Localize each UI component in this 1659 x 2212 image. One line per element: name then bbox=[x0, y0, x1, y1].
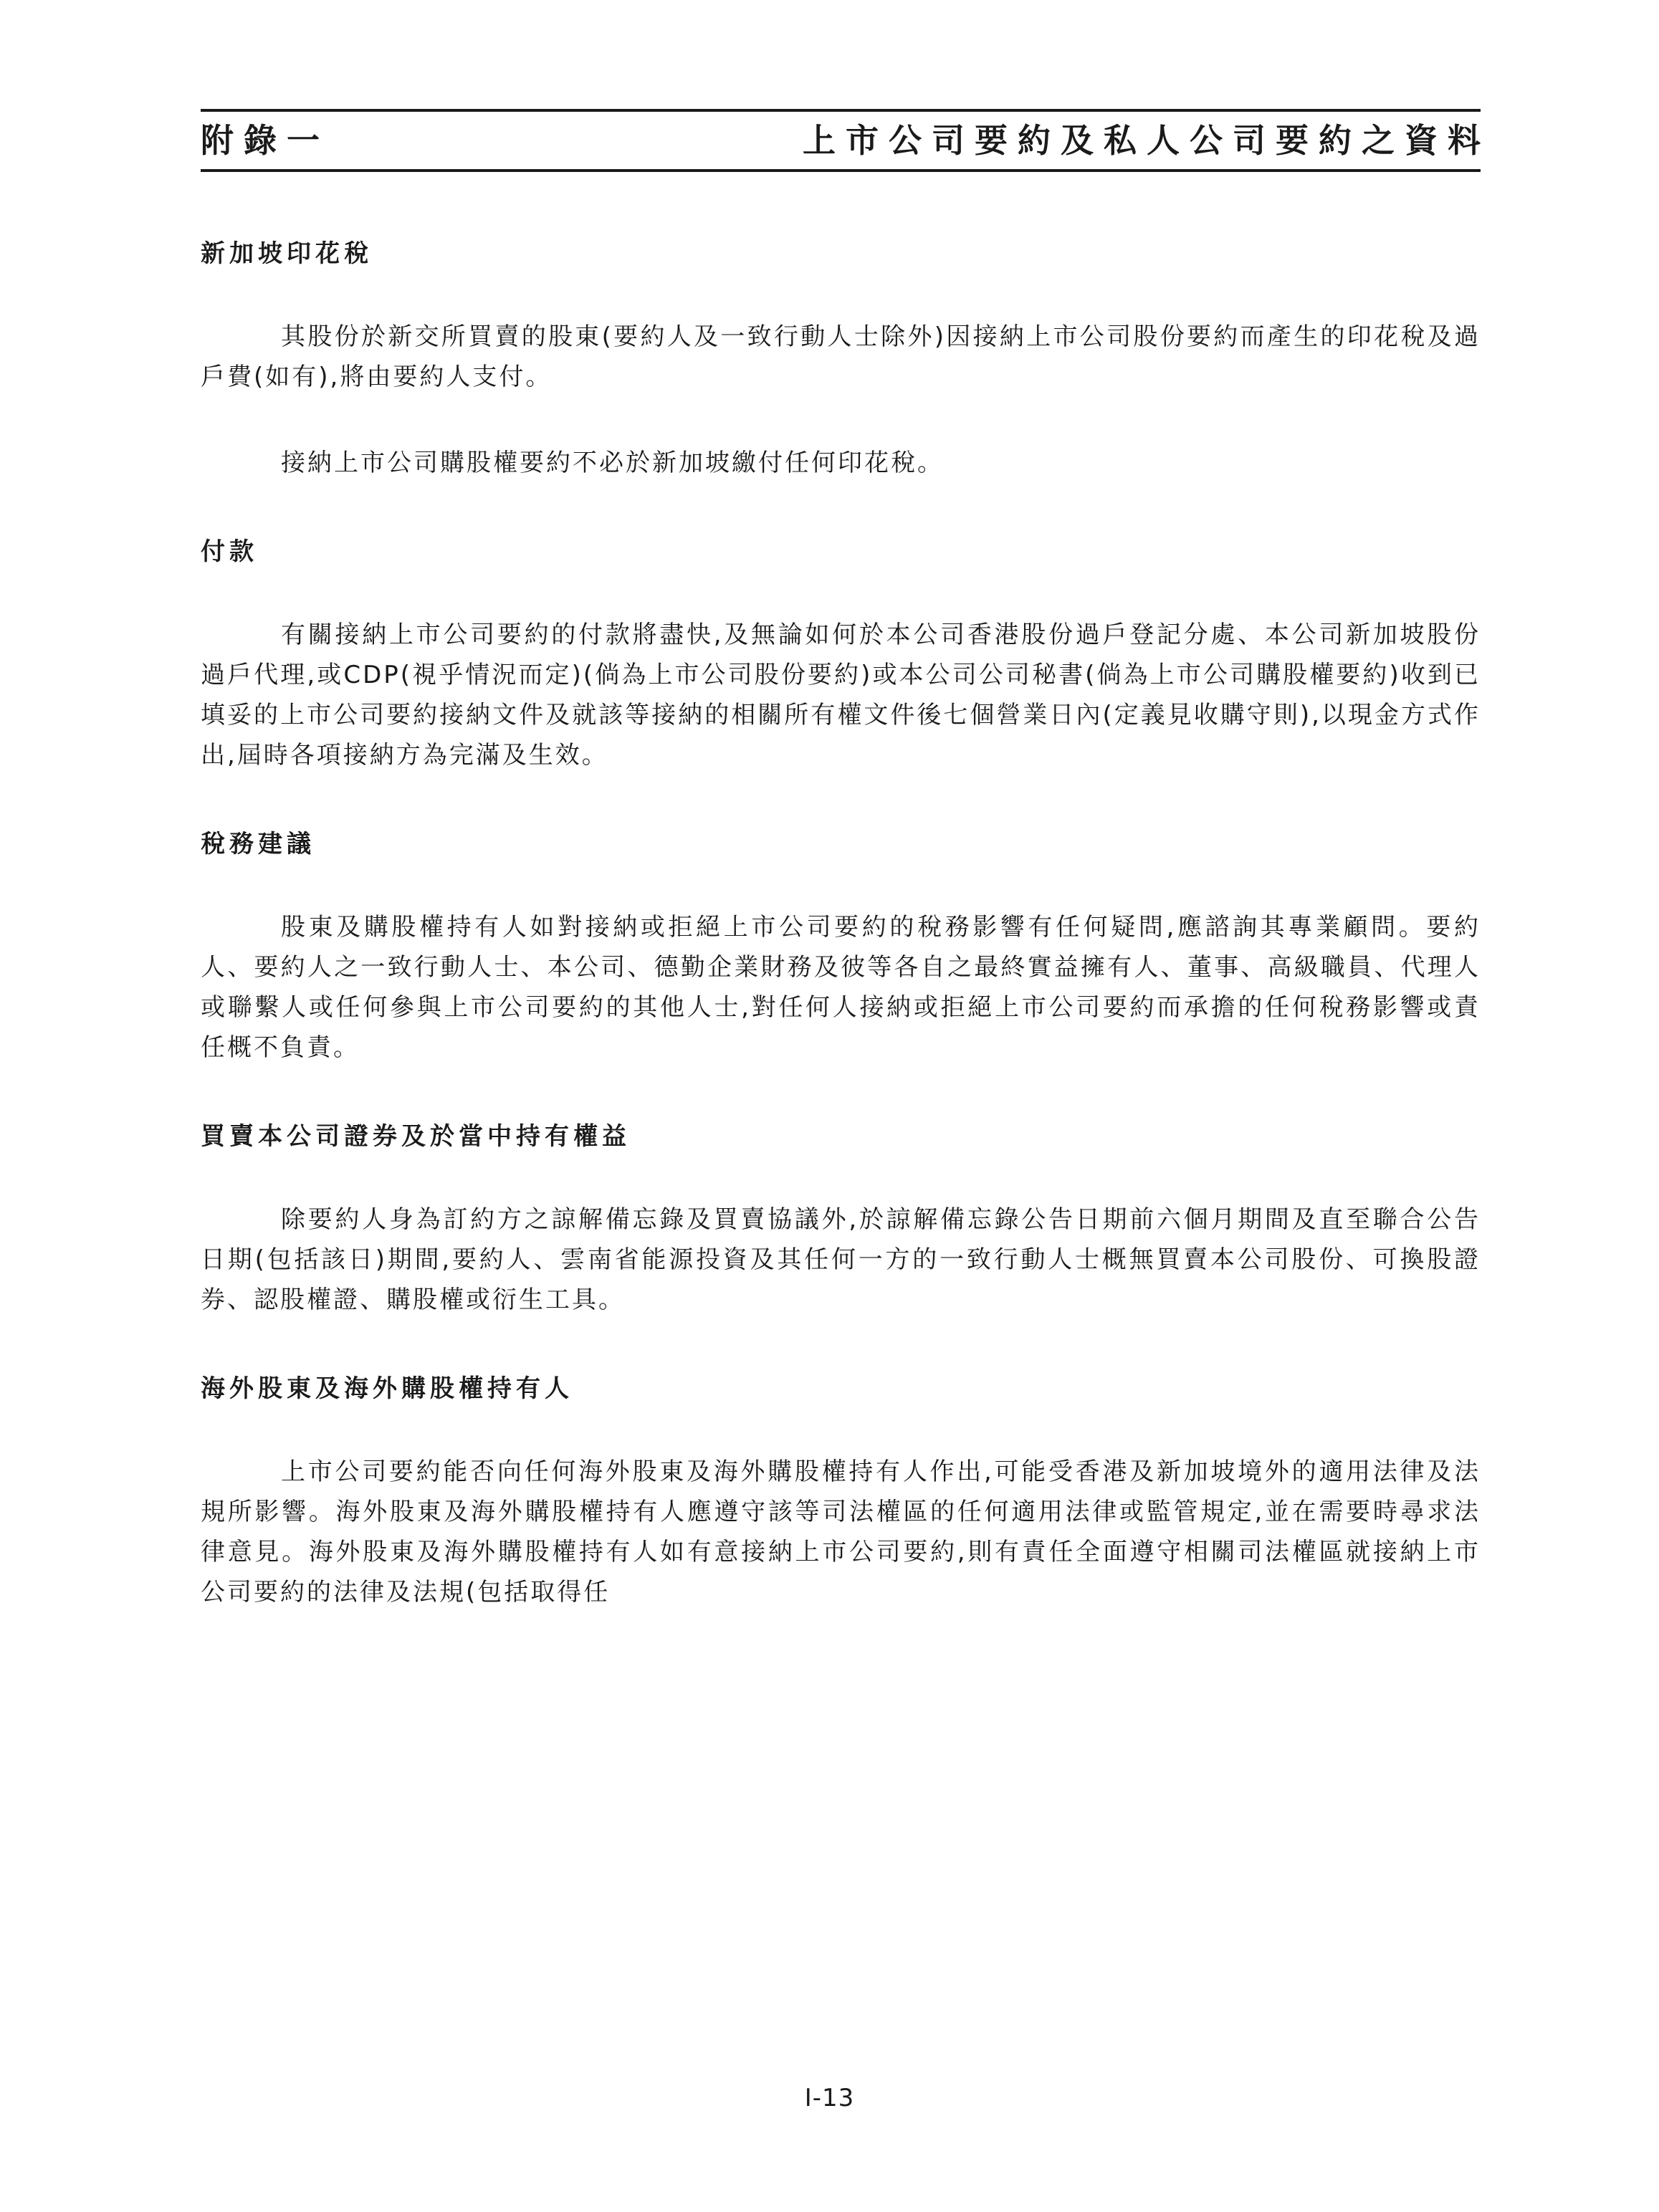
section-title-singapore-stamp-duty: 新加坡印花稅 bbox=[201, 239, 373, 268]
header-top-rule bbox=[201, 109, 1481, 112]
section-title-overseas-holders: 海外股東及海外購股權持有人 bbox=[201, 1374, 573, 1403]
paragraph: 股東及購股權持有人如對接納或拒絕上市公司要約的稅務影響有任何疑問,應諮詢其專業顧問。要約人、要約人之一致行動人士、本公司、德勤企業財務及彼等各自之最終實益擁有人、董事、高級職員、代理人或聯繫人或任何參與上市公司要約的其他人士,對任何人接納或拒絕上市公司要約而承擔的任何稅務影響或責任概不負責。 bbox=[201, 913, 1481, 1062]
section-title-payment: 付款 bbox=[201, 537, 258, 566]
page-header bbox=[201, 109, 1491, 173]
paragraph: 其股份於新交所買賣的股東(要約人及一致行動人士除外)因接納上市公司股份要約而產生的印花稅及過戶費(如有),將由要約人支付。 bbox=[201, 322, 1481, 391]
section-title-dealings-and-interests: 買賣本公司證券及於當中持有權益 bbox=[201, 1122, 631, 1151]
paragraph: 有關接納上市公司要約的付款將盡快,及無論如何於本公司香港股份過戶登記分處、本公司新加坡股份過戶代理,或CDP(視乎情況而定)(倘為上市公司股份要約)或本公司公司秘書(倘為上市公司購股權要約)收到已填妥的上市公司要約接納文件及就該等接納的相關所有權文件後七個營業日內(定義見收購守則),以現金方式作出,屆時各項接納方為完滿及生效。 bbox=[201, 621, 1481, 770]
paragraph: 除要約人身為訂約方之諒解備忘錄及買賣協議外,於諒解備忘錄公告日期前六個月期間及直至聯合公告日期(包括該日)期間,要約人、雲南省能源投資及其任何一方的一致行動人士概無買賣本公司股份、可換股證券、認股權證、購股權或衍生工具。 bbox=[201, 1205, 1481, 1314]
paragraph: 上市公司要約能否向任何海外股東及海外購股權持有人作出,可能受香港及新加坡境外的適用法律及法規所影響。海外股東及海外購股權持有人應遵守該等司法權區的任何適用法律或監管規定,並在需要時尋求法律意見。海外股東及海外購股權持有人如有意接納上市公司要約,則有責任全面遵守相關司法權區就接納上市公司要約的法律及法規(包括取得任 bbox=[201, 1457, 1481, 1607]
section-title-tax-advice: 稅務建議 bbox=[201, 830, 315, 858]
appendix-title: 上市公司要約及私人公司要約之資料 bbox=[803, 121, 1491, 160]
appendix-label: 附錄一 bbox=[201, 121, 330, 160]
paragraph: 接納上市公司購股權要約不必於新加坡繳付任何印花稅。 bbox=[281, 449, 944, 477]
page-number: I-13 bbox=[804, 2084, 855, 2112]
document-body bbox=[201, 236, 1481, 1612]
header-bottom-rule bbox=[201, 169, 1481, 172]
